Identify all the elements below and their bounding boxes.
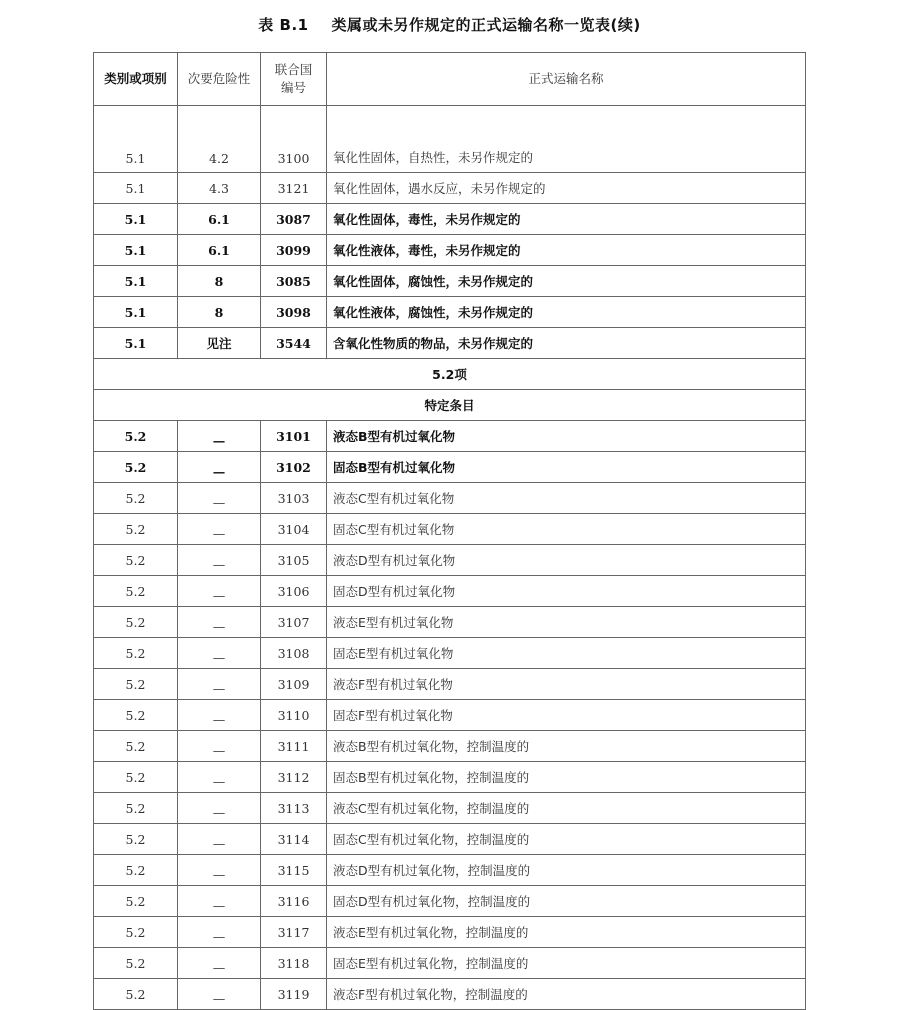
cell-subsidiary-risk-text: — xyxy=(212,835,226,851)
cell-subsidiary-risk xyxy=(178,638,261,669)
cell-subsidiary-risk xyxy=(178,700,261,731)
section-specific-label: 特定条目 xyxy=(94,390,806,421)
cell-un-number-text: 3106 xyxy=(277,583,310,599)
cell-un-number-text: 3115 xyxy=(277,862,310,878)
cell-shipping-name xyxy=(327,731,806,762)
header-shipping-name: 正式运输名称 xyxy=(327,53,806,106)
cell-un-number-text: 3117 xyxy=(277,924,310,940)
cell-class xyxy=(94,669,178,700)
cell-subsidiary-risk-text: 6.1 xyxy=(208,211,230,227)
cell-subsidiary-risk xyxy=(178,297,261,328)
cell-subsidiary-risk-text: 6.1 xyxy=(208,242,230,258)
cell-subsidiary-risk-text: — xyxy=(212,494,226,510)
cell-class xyxy=(94,173,178,204)
cell-class-text: 5.1 xyxy=(124,273,147,289)
cell-subsidiary-risk-text: 4.2 xyxy=(209,151,229,166)
cell-class xyxy=(94,421,178,452)
header-row xyxy=(94,53,806,106)
header-un-number-text: 联合国编号 xyxy=(274,62,313,95)
cell-class-text: 5.2 xyxy=(125,583,146,599)
cell-shipping-name xyxy=(327,452,806,483)
cell-class xyxy=(94,917,178,948)
cell-shipping-name xyxy=(327,824,806,855)
table-row xyxy=(94,483,806,514)
cell-subsidiary-risk-text: — xyxy=(212,711,226,727)
cell-shipping-name xyxy=(327,106,806,173)
cell-shipping-name xyxy=(327,576,806,607)
table-row xyxy=(94,762,806,793)
cell-class xyxy=(94,266,178,297)
cell-subsidiary-risk xyxy=(178,328,261,359)
cell-subsidiary-risk xyxy=(178,483,261,514)
cell-class-text: 5.2 xyxy=(125,893,146,909)
cell-subsidiary-risk xyxy=(178,824,261,855)
cell-subsidiary-risk-text: — xyxy=(212,432,226,448)
cell-class-text: 5.1 xyxy=(125,180,146,196)
cell-un-number-text: 3098 xyxy=(276,304,311,320)
table-row xyxy=(94,576,806,607)
cell-class xyxy=(94,514,178,545)
cell-subsidiary-risk xyxy=(178,452,261,483)
cell-un-number xyxy=(261,514,327,545)
table-row xyxy=(94,638,806,669)
cell-class xyxy=(94,607,178,638)
cell-subsidiary-risk-text: — xyxy=(212,959,226,975)
cell-class-text: 5.1 xyxy=(124,304,147,320)
cell-subsidiary-risk-text: 8 xyxy=(214,273,224,289)
cell-un-number-text: 3103 xyxy=(277,490,310,506)
cell-subsidiary-risk xyxy=(178,855,261,886)
cell-un-number-text: 3113 xyxy=(277,800,310,816)
cell-shipping-name-text: 液态D型有机过氧化物 xyxy=(333,553,456,568)
table-row xyxy=(94,731,806,762)
cell-class-text: 5.1 xyxy=(124,335,147,351)
cell-subsidiary-risk xyxy=(178,793,261,824)
cell-class xyxy=(94,762,178,793)
cell-shipping-name-text: 固态D型有机过氧化物，控制温度的 xyxy=(333,894,531,909)
cell-subsidiary-risk-text: — xyxy=(212,556,226,572)
table-row xyxy=(94,421,806,452)
cell-subsidiary-risk xyxy=(178,266,261,297)
cell-shipping-name xyxy=(327,204,806,235)
cell-shipping-name-text: 含氧化性物质的物品，未另作规定的 xyxy=(333,336,534,351)
cell-shipping-name-text: 固态B型有机过氧化物 xyxy=(333,460,456,475)
cell-class-text: 5.2 xyxy=(125,707,146,723)
cell-subsidiary-risk-text: — xyxy=(212,866,226,882)
cell-un-number xyxy=(261,731,327,762)
cell-shipping-name-text: 氧化性液体，毒性，未另作规定的 xyxy=(333,243,521,258)
cell-class-text: 5.2 xyxy=(125,490,146,506)
cell-un-number-text: 3112 xyxy=(277,769,310,785)
cell-shipping-name-text: 氧化性固体，腐蚀性，未另作规定的 xyxy=(333,274,534,289)
cell-shipping-name xyxy=(327,979,806,1010)
cell-shipping-name-text: 固态E型有机过氧化物 xyxy=(333,646,454,661)
cell-subsidiary-risk xyxy=(178,886,261,917)
cell-un-number xyxy=(261,638,327,669)
cell-class-text: 5.2 xyxy=(124,459,147,475)
table-row xyxy=(94,173,806,204)
cell-un-number xyxy=(261,545,327,576)
shipping-names-table xyxy=(93,52,806,1010)
cell-subsidiary-risk-text: — xyxy=(212,990,226,1006)
header-class: 类别或项别 xyxy=(94,53,178,106)
cell-shipping-name-text: 固态D型有机过氧化物 xyxy=(333,584,456,599)
cell-subsidiary-risk-text: — xyxy=(212,928,226,944)
cell-class-text: 5.2 xyxy=(125,862,146,878)
cell-shipping-name-text: 氧化性固体，遇水反应，未另作规定的 xyxy=(333,181,546,196)
cell-un-number xyxy=(261,421,327,452)
cell-un-number xyxy=(261,266,327,297)
cell-subsidiary-risk xyxy=(178,204,261,235)
cell-shipping-name xyxy=(327,855,806,886)
cell-class xyxy=(94,483,178,514)
cell-un-number-text: 3107 xyxy=(277,614,310,630)
cell-subsidiary-risk-text: — xyxy=(212,773,226,789)
cell-shipping-name-text: 液态E型有机过氧化物，控制温度的 xyxy=(333,925,529,940)
cell-un-number-text: 3111 xyxy=(277,738,310,754)
cell-class xyxy=(94,106,178,173)
cell-un-number-text: 3116 xyxy=(277,893,310,909)
cell-class xyxy=(94,235,178,266)
cell-class xyxy=(94,297,178,328)
cell-class xyxy=(94,793,178,824)
table-row xyxy=(94,514,806,545)
cell-un-number xyxy=(261,669,327,700)
cell-shipping-name xyxy=(327,948,806,979)
cell-un-number xyxy=(261,793,327,824)
cell-subsidiary-risk-text: 见注 xyxy=(206,336,232,351)
cell-subsidiary-risk xyxy=(178,421,261,452)
cell-class-text: 5.2 xyxy=(125,924,146,940)
cell-class-text: 5.1 xyxy=(124,211,147,227)
cell-class-text: 5.1 xyxy=(125,151,146,166)
cell-shipping-name xyxy=(327,762,806,793)
cell-un-number-text: 3085 xyxy=(276,273,311,289)
cell-un-number xyxy=(261,235,327,266)
cell-shipping-name-text: 液态B型有机过氧化物 xyxy=(333,429,456,444)
table-row xyxy=(94,297,806,328)
cell-un-number-text: 3109 xyxy=(277,676,310,692)
table-row xyxy=(94,917,806,948)
cell-un-number-text: 3108 xyxy=(277,645,310,661)
cell-shipping-name-text: 氧化性固体，毒性，未另作规定的 xyxy=(333,212,521,227)
cell-subsidiary-risk xyxy=(178,917,261,948)
cell-subsidiary-risk xyxy=(178,979,261,1010)
table-row xyxy=(94,607,806,638)
cell-un-number-text: 3101 xyxy=(276,428,311,444)
cell-shipping-name xyxy=(327,886,806,917)
cell-shipping-name xyxy=(327,669,806,700)
cell-un-number-text: 3105 xyxy=(277,552,310,568)
cell-un-number xyxy=(261,700,327,731)
cell-subsidiary-risk xyxy=(178,545,261,576)
cell-un-number-text: 3099 xyxy=(276,242,311,258)
table-row xyxy=(94,452,806,483)
cell-shipping-name-text: 固态B型有机过氧化物，控制温度的 xyxy=(333,770,530,785)
section-row xyxy=(94,390,806,421)
cell-un-number xyxy=(261,106,327,173)
cell-un-number xyxy=(261,607,327,638)
cell-class xyxy=(94,204,178,235)
cell-subsidiary-risk-text: — xyxy=(212,463,226,479)
cell-class xyxy=(94,824,178,855)
cell-un-number xyxy=(261,948,327,979)
cell-un-number xyxy=(261,452,327,483)
header-un-number xyxy=(261,53,327,106)
cell-un-number-text: 3114 xyxy=(277,831,310,847)
cell-class-text: 5.2 xyxy=(125,521,146,537)
cell-un-number xyxy=(261,328,327,359)
cell-class-text: 5.2 xyxy=(125,676,146,692)
cell-subsidiary-risk xyxy=(178,607,261,638)
table-row xyxy=(94,793,806,824)
table-row xyxy=(94,948,806,979)
cell-un-number-text: 3087 xyxy=(276,211,311,227)
cell-class-text: 5.2 xyxy=(125,552,146,568)
header-subsidiary-risk: 次要危险性 xyxy=(178,53,261,106)
cell-subsidiary-risk xyxy=(178,948,261,979)
cell-shipping-name xyxy=(327,328,806,359)
table-row xyxy=(94,235,806,266)
table-row xyxy=(94,545,806,576)
cell-class-text: 5.1 xyxy=(124,242,147,258)
cell-shipping-name-text: 氧化性固体，自热性，未另作规定的 xyxy=(333,150,534,165)
cell-class xyxy=(94,638,178,669)
table-row xyxy=(94,204,806,235)
table-row xyxy=(94,700,806,731)
cell-shipping-name xyxy=(327,297,806,328)
cell-shipping-name-text: 氧化性液体，腐蚀性，未另作规定的 xyxy=(333,305,534,320)
cell-class xyxy=(94,855,178,886)
cell-shipping-name xyxy=(327,917,806,948)
cell-un-number xyxy=(261,855,327,886)
cell-un-number-text: 3100 xyxy=(277,151,310,166)
cell-un-number-text: 3102 xyxy=(276,459,311,475)
cell-un-number-text: 3104 xyxy=(277,521,310,537)
table-row xyxy=(94,266,806,297)
table-body-sections xyxy=(94,359,806,421)
cell-un-number-text: 3119 xyxy=(277,986,310,1002)
section-division-label: 5.2项 xyxy=(94,359,806,390)
cell-class xyxy=(94,948,178,979)
cell-subsidiary-risk-text: 4.3 xyxy=(209,180,229,196)
cell-shipping-name-text: 液态E型有机过氧化物 xyxy=(333,615,454,630)
cell-shipping-name-text: 液态F型有机过氧化物 xyxy=(333,677,453,692)
cell-subsidiary-risk-text: — xyxy=(212,587,226,603)
table-row xyxy=(94,328,806,359)
cell-un-number xyxy=(261,979,327,1010)
cell-un-number xyxy=(261,483,327,514)
cell-subsidiary-risk-text: — xyxy=(212,804,226,820)
cell-shipping-name-text: 固态C型有机过氧化物，控制温度的 xyxy=(333,832,530,847)
cell-shipping-name-text: 液态B型有机过氧化物，控制温度的 xyxy=(333,739,530,754)
cell-shipping-name xyxy=(327,514,806,545)
cell-subsidiary-risk-text: — xyxy=(212,897,226,913)
cell-un-number xyxy=(261,762,327,793)
cell-un-number xyxy=(261,173,327,204)
cell-shipping-name-text: 液态C型有机过氧化物，控制温度的 xyxy=(333,801,530,816)
cell-subsidiary-risk-text: — xyxy=(212,649,226,665)
table-title: 表 B.1 类属或未另作规定的正式运输名称一览表(续) xyxy=(258,16,641,34)
table-row xyxy=(94,106,806,173)
cell-un-number-text: 3110 xyxy=(277,707,310,723)
cell-un-number xyxy=(261,204,327,235)
cell-class-text: 5.2 xyxy=(125,614,146,630)
cell-class xyxy=(94,576,178,607)
cell-class xyxy=(94,452,178,483)
cell-class xyxy=(94,886,178,917)
cell-shipping-name-text: 固态F型有机过氧化物 xyxy=(333,708,453,723)
cell-class-text: 5.2 xyxy=(125,738,146,754)
cell-class-text: 5.2 xyxy=(125,800,146,816)
cell-subsidiary-risk xyxy=(178,235,261,266)
cell-shipping-name-text: 液态F型有机过氧化物，控制温度的 xyxy=(333,987,528,1002)
cell-shipping-name xyxy=(327,793,806,824)
cell-class xyxy=(94,545,178,576)
cell-un-number xyxy=(261,824,327,855)
table-row xyxy=(94,886,806,917)
cell-un-number-text: 3544 xyxy=(276,335,311,351)
cell-shipping-name xyxy=(327,545,806,576)
cell-shipping-name xyxy=(327,638,806,669)
table-body-division-5-1 xyxy=(94,106,806,359)
cell-subsidiary-risk xyxy=(178,106,261,173)
cell-subsidiary-risk-text: — xyxy=(212,742,226,758)
cell-class-text: 5.2 xyxy=(125,986,146,1002)
cell-un-number xyxy=(261,917,327,948)
table-row xyxy=(94,669,806,700)
table-body-division-5-2 xyxy=(94,421,806,1010)
cell-shipping-name-text: 固态C型有机过氧化物 xyxy=(333,522,455,537)
cell-shipping-name-text: 液态C型有机过氧化物 xyxy=(333,491,455,506)
cell-subsidiary-risk xyxy=(178,576,261,607)
cell-subsidiary-risk-text: — xyxy=(212,618,226,634)
section-row xyxy=(94,359,806,390)
table-row xyxy=(94,979,806,1010)
cell-subsidiary-risk xyxy=(178,173,261,204)
cell-subsidiary-risk xyxy=(178,731,261,762)
cell-class-text: 5.2 xyxy=(125,955,146,971)
cell-un-number xyxy=(261,886,327,917)
cell-shipping-name xyxy=(327,235,806,266)
cell-subsidiary-risk xyxy=(178,762,261,793)
cell-class xyxy=(94,328,178,359)
table-row xyxy=(94,824,806,855)
cell-subsidiary-risk xyxy=(178,669,261,700)
cell-shipping-name xyxy=(327,607,806,638)
cell-class-text: 5.2 xyxy=(125,769,146,785)
cell-shipping-name xyxy=(327,266,806,297)
cell-subsidiary-risk-text: — xyxy=(212,680,226,696)
cell-subsidiary-risk xyxy=(178,514,261,545)
cell-shipping-name xyxy=(327,173,806,204)
table-row xyxy=(94,855,806,886)
cell-class xyxy=(94,700,178,731)
cell-shipping-name xyxy=(327,483,806,514)
cell-shipping-name xyxy=(327,421,806,452)
cell-class-text: 5.2 xyxy=(125,831,146,847)
cell-class xyxy=(94,731,178,762)
cell-shipping-name-text: 固态E型有机过氧化物，控制温度的 xyxy=(333,956,529,971)
cell-class-text: 5.2 xyxy=(125,645,146,661)
cell-subsidiary-risk-text: — xyxy=(212,525,226,541)
cell-shipping-name xyxy=(327,700,806,731)
cell-un-number-text: 3121 xyxy=(277,180,310,196)
cell-class-text: 5.2 xyxy=(124,428,147,444)
cell-shipping-name-text: 液态D型有机过氧化物，控制温度的 xyxy=(333,863,531,878)
cell-un-number xyxy=(261,576,327,607)
cell-class xyxy=(94,979,178,1010)
cell-subsidiary-risk-text: 8 xyxy=(214,304,224,320)
cell-un-number-text: 3118 xyxy=(277,955,310,971)
cell-un-number xyxy=(261,297,327,328)
